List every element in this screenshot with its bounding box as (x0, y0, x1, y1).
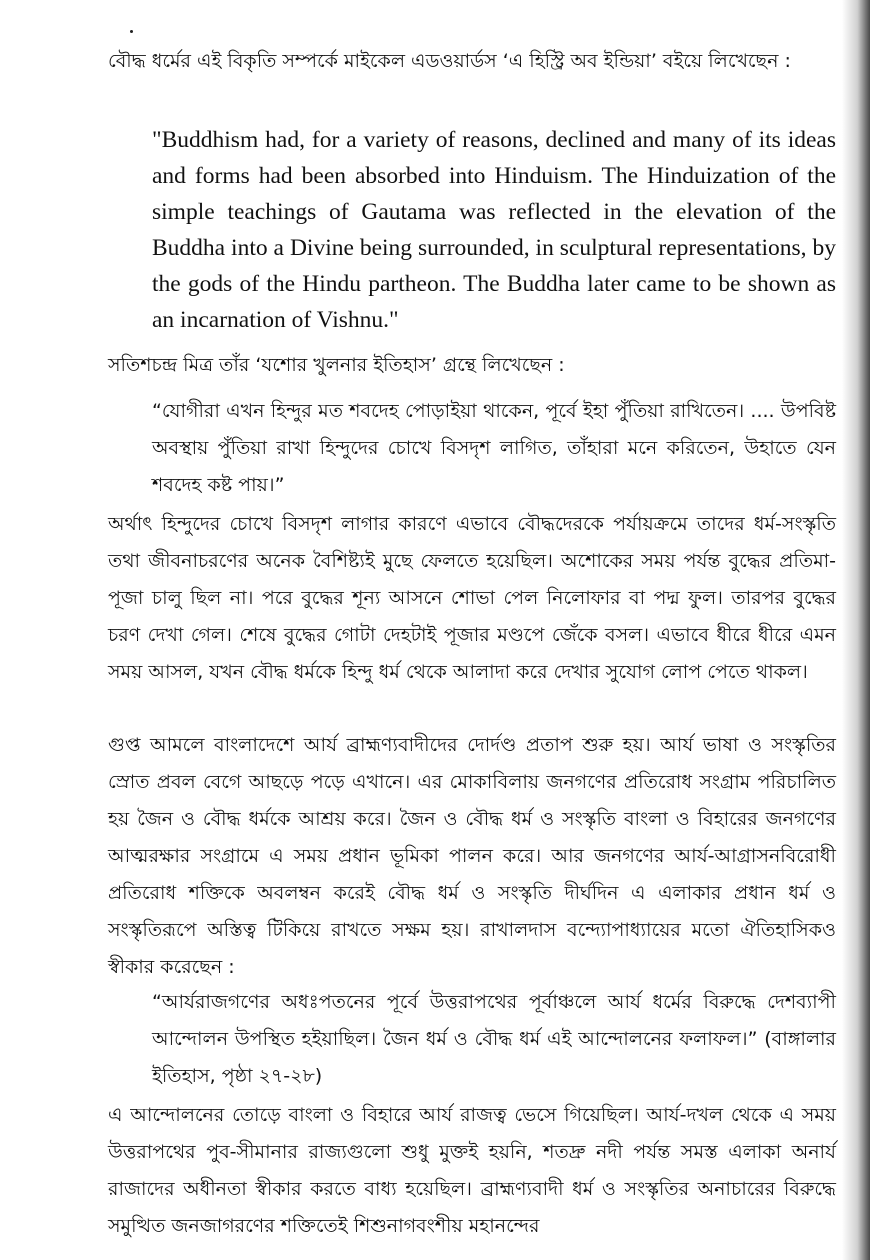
bengali-quote-2 (152, 984, 836, 1095)
print-speck (130, 30, 133, 33)
page-edge-shadow (842, 0, 870, 1260)
paragraph-4-block (108, 727, 836, 986)
quote-jessore-khulna: “যোগীরা এখন হিন্দুর মত শবদেহ পোড়াইয়া থাকেন, পূর্বে ইহা পুঁতিয়া রাখিতেন। .... উপবিষ্ট অবস্থায় পুঁতিয়া রাখা হিন্দুদের চোখে বিসদৃশ লাগিত, তাঁহারা মনে করিতেন, উহাতে যেন শবদেহ কষ্ট পায়।” (152, 400, 836, 496)
paragraph-2-block (108, 347, 836, 384)
bengali-quote-1 (152, 393, 836, 504)
quote-banglar-itihas: “আর্যরাজগণের অধঃপতনের পূর্বে উত্তরাপথের পূর্বাঞ্চলে আর্য ধর্মের বিরুদ্ধে দেশব্যাপী আন্দোলন উপস্থিত হইয়াছিল। জৈন ধর্ম ও বৌদ্ধ ধর্ম এই আন্দোলনের ফলাফল।” (বাঙ্গালার ইতিহাস, পৃষ্ঠা ২৭-২৮) (152, 991, 836, 1087)
paragraph-3: অর্থাৎ হিন্দুদের চোখে বিসদৃশ লাগার কারণে এভাবে বৌদ্ধদেরকে পর্যায়ক্রমে তাদের ধর্ম-সংস্কৃতি তথা জীবনাচরণের অনেক বৈশিষ্ট্যই মুছে ফেলতে হয়েছিল। অশোকের সময় পর্যন্ত বুদ্ধের প্রতিমা-পূজা চালু ছিল না। পরে বুদ্ধের শূন্য আসনে শোভা পেল নিলোফার বা পদ্ম ফুল। তারপর বুদ্ধের চরণ দেখা গেল। শেষে বুদ্ধের গোটা দেহটাই পূজার মণ্ডপে জেঁকে বসল। এভাবে ধীরে ধীরে এমন সময় আসল, যখন বৌদ্ধ ধর্মকে হিন্দু ধর্ম থেকে আলাদা করে দেখার সুযোগ লোপ পেতে থাকল। (108, 513, 836, 683)
paragraph-2: সতিশচন্দ্র মিত্র তাঁর ‘যশোর খুলনার ইতিহাস’ গ্রন্থে লিখেছেন : (108, 354, 565, 376)
intro-paragraph (108, 43, 836, 80)
paragraph-1: বৌদ্ধ ধর্মের এই বিকৃতি সম্পর্কে মাইকেল এডওয়ার্ডস ‘এ হিস্ট্রি অব ইন্ডিয়া’ বইয়ে লিখেছেন : (108, 50, 791, 72)
paragraph-5-block (108, 1097, 836, 1245)
english-quote (152, 122, 836, 338)
quote-edwardes: "Buddhism had, for a variety of reasons, declined and many of its ideas and forms had been absorbed into Hinduism. The Hinduization of the simple teachings of Gautama was reflected in the elevation of the Buddha into a Divine being surrounded, in sculptural representations, by the gods of the Hindu partheon. The Buddha later came to be shown as an incarnation of Vishnu." (152, 127, 836, 333)
paragraph-4: গুপ্ত আমলে বাংলাদেশে আর্য ব্রাহ্মণ্যবাদীদের দোর্দণ্ড প্রতাপ শুরু হয়। আর্য ভাষা ও সংস্কৃতির স্রোত প্রবল বেগে আছড়ে পড়ে এখানে। এর মোকাবিলায় জনগণের প্রতিরোধ সংগ্রাম পরিচালিত হয় জৈন ও বৌদ্ধ ধর্মকে আশ্রয় করে। জৈন ও বৌদ্ধ ধর্ম ও সংস্কৃতি বাংলা ও বিহারের জনগণের আত্মরক্ষার সংগ্রামে এ সময় প্রধান ভূমিকা পালন করে। আর জনগণের আর্য-আগ্রাসনবিরোধী প্রতিরোধ শক্তিকে অবলম্বন করেই বৌদ্ধ ধর্ম ও সংস্কৃতি দীর্ঘদিন এ এলাকার প্রধান ধর্ম ও সংস্কৃতিরূপে অস্তিত্ব টিকিয়ে রাখতে সক্ষম হয়। রাখালদাস বন্দ্যোপাধ্যায়ের মতো ঐতিহাসিকও স্বীকার করেছেন : (108, 734, 836, 978)
paragraph-3-block (108, 506, 836, 691)
paragraph-5: এ আন্দোলনের তোড়ে বাংলা ও বিহারে আর্য রাজত্ব ভেসে গিয়েছিল। আর্য-দখল থেকে এ সময় উত্তরাপথের পুব-সীমানার রাজ্যগুলো শুধু মুক্তই হয়নি, শতদ্রু নদী পর্যন্ত সমস্ত এলাকা অনার্য রাজাদের অধীনতা স্বীকার করতে বাধ্য হয়েছিল। ব্রাহ্মণ্যবাদী ধর্ম ও সংস্কৃতির অনাচারের বিরুদ্ধে সমুত্থিত জনজাগরণের শক্তিতেই শিশুনাগবংশীয় মহানন্দের (108, 1104, 836, 1237)
